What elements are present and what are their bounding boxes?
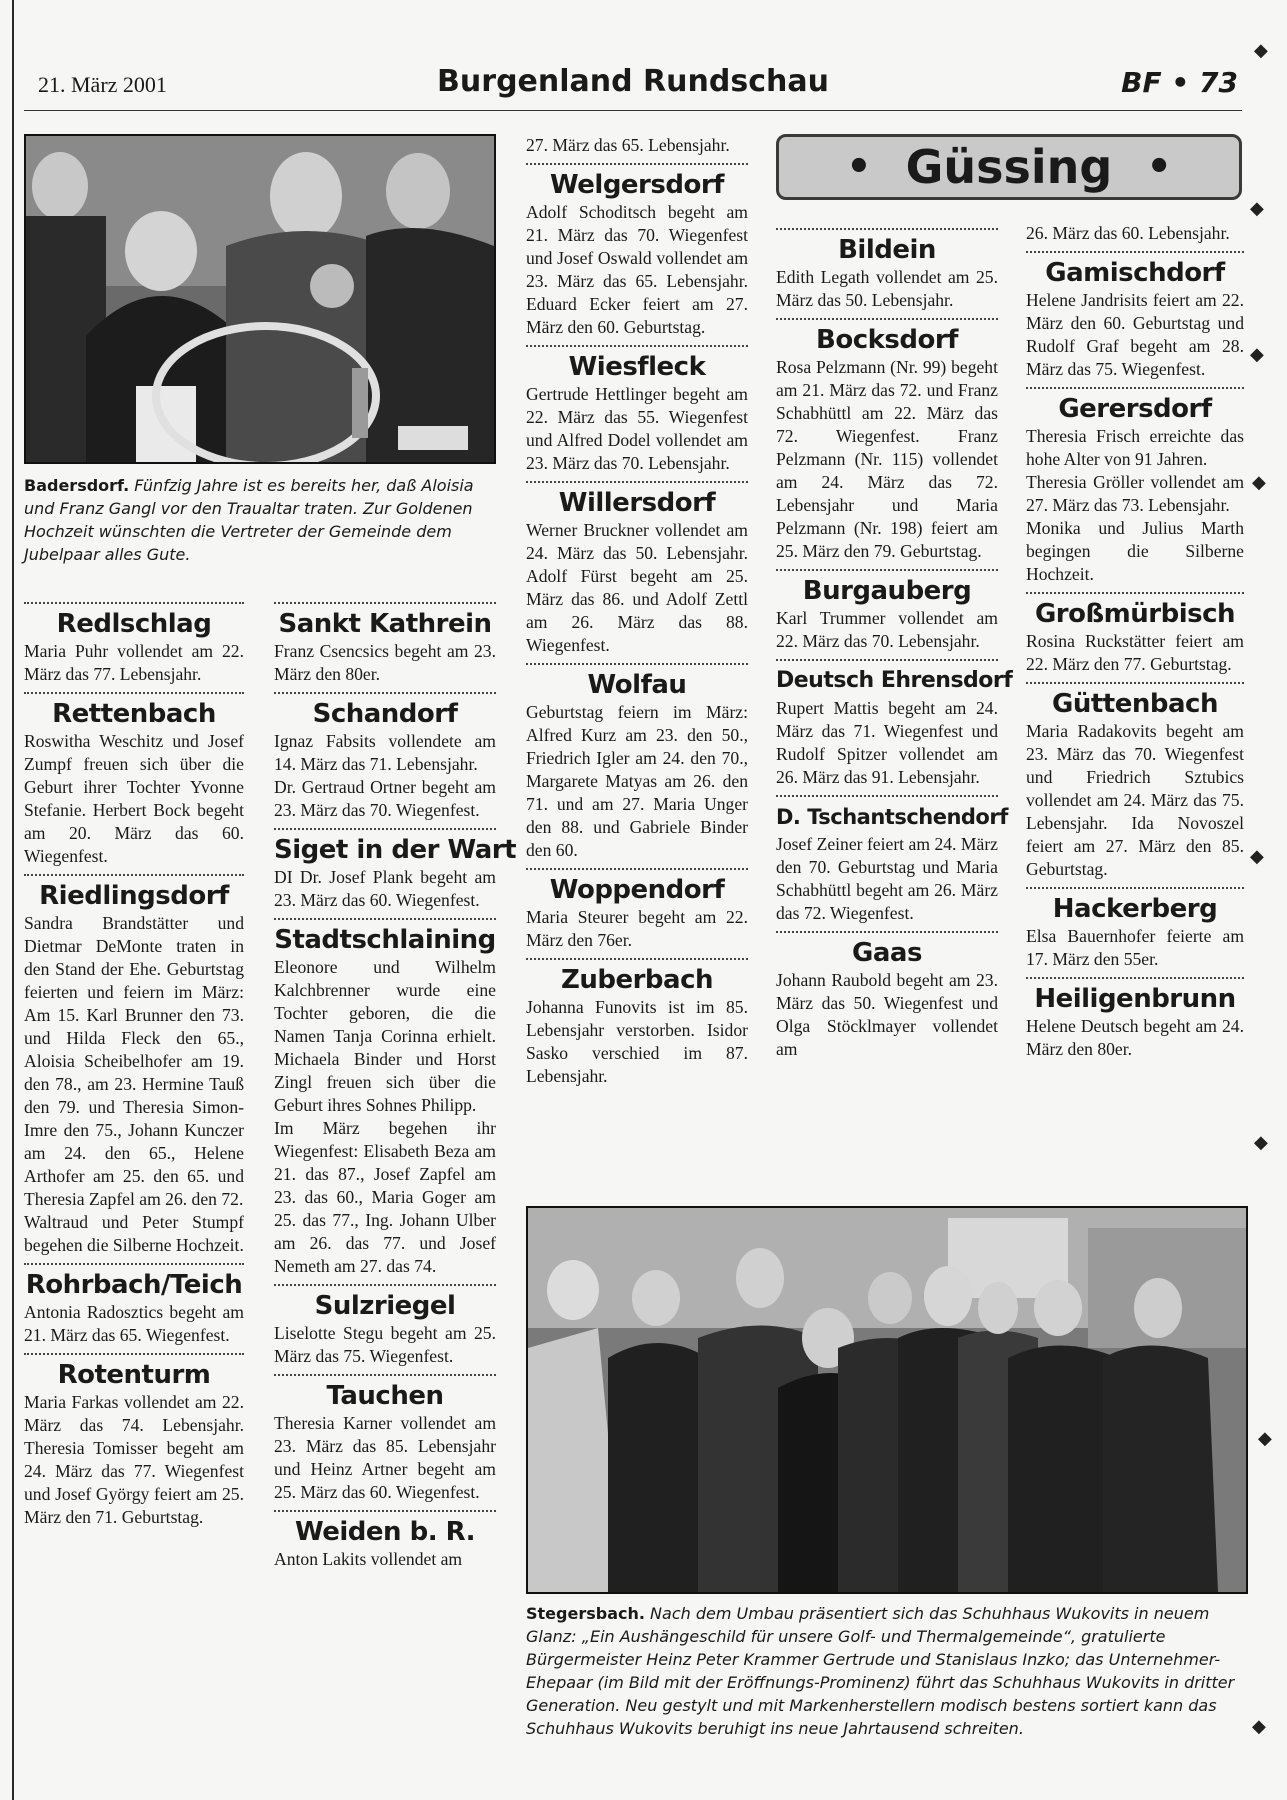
heading-rohrbach: Rohrbach/Teich — [25, 1270, 243, 1300]
text-rotenturm: Maria Farkas vollendet am 22. März das 74. Lebensjahr. Theresia Tomisser begeht am 24. März das 77. Wiegenfest und Josef György feiert am 25. März den 71. Geburtstag. — [24, 1392, 244, 1527]
heading-willersdorf: Willersdorf — [558, 488, 716, 518]
heading-bocksdorf: Bocksdorf — [816, 325, 958, 355]
scan-mark-3: ◆ — [1250, 344, 1264, 364]
separator — [526, 663, 748, 665]
separator — [526, 868, 748, 870]
text-sankt-kathrein: Franz Csencsics begeht am 23. März den 80er. — [274, 641, 496, 684]
text-bildein: Edith Legath vollendet am 25. März das 50. Lebensjahr. — [776, 267, 998, 310]
text-hackerberg: Elsa Bauernhofer feierte am 17. März den 55er. — [1026, 926, 1244, 969]
heading-tauchen: Tauchen — [326, 1381, 444, 1411]
separator — [1026, 977, 1244, 979]
separator — [274, 828, 496, 830]
scan-mark-2: ◆ — [1250, 198, 1264, 218]
text-riedlingsdorf-2: Waltraud und Peter Stumpf begehen die Silberne Hochzeit. — [24, 1212, 244, 1255]
separator — [776, 795, 998, 797]
heading-heiligenbrunn: Heiligenbrunn — [1034, 984, 1236, 1014]
separator — [1026, 682, 1244, 684]
separator — [24, 692, 244, 694]
page-number: BF • 73 — [1121, 66, 1238, 99]
separator — [526, 958, 748, 960]
separator — [1026, 387, 1244, 389]
guessing-banner — [776, 134, 1242, 200]
separator — [1026, 251, 1244, 253]
heading-welgersdorf: Welgersdorf — [550, 170, 724, 200]
heading-gerersdorf: Gerersdorf — [1058, 394, 1212, 424]
separator — [526, 345, 748, 347]
caption-text: Nach dem Umbau präsentiert sich das Schuhhaus Wukovits in neuem Glanz: „Ein Aushängeschild für unsere Golf- und Thermalgemeinde“, gratulierte Bürgermeister Heinz Peter Krammer Gertrude und Stanislaus Inzko; das Unternehmer-Ehepaar (im Bild mit der Eröffnungs-Prominenz) führt das Schuhhaus Wukovits in dritter Generation. Neu gestylt und mit Markenherstellern modisch bestens sortiert kann das Schuhhaus Wukovits beruhigt ins neue Jahrtausend schreiten. — [526, 1604, 1235, 1738]
photo-stegersbach-image — [528, 1208, 1246, 1592]
caption-text: Fünfzig Jahre ist es bereits her, daß Aloisia und Franz Gangl vor den Traualtar traten. Zur Goldenen Hochzeit wünschten die Vertreter der Gemeinde dem Jubelpaar alles Gute. — [24, 476, 474, 564]
banner-title: Güssing — [905, 140, 1113, 194]
separator — [274, 602, 496, 604]
separator — [274, 692, 496, 694]
banner-dot: • — [846, 144, 872, 190]
separator — [776, 569, 998, 571]
text-tschantschendorf: Josef Zeiner feiert am 24. März den 70. Geburtstag und Maria Schabhüttl begeht am 26. März das 72. Wiegenfest. — [776, 834, 998, 923]
scan-mark-4: ◆ — [1252, 472, 1266, 492]
heading-gaas: Gaas — [852, 938, 922, 968]
separator — [1026, 887, 1244, 889]
text-continued: 27. März das 65. Lebensjahr. — [526, 135, 730, 155]
caption-place: Badersdorf. — [24, 476, 130, 495]
text-burgauberg: Karl Trummer vollendet am 22. März das 70. Lebensjahr. — [776, 608, 998, 651]
text-guettenbach: Maria Radakovits begeht am 23. März das 70. Wiegenfest und Friedrich Sztubics vollendet am 24. März das 75. Lebensjahr. Ida Novoszel feiert am 27. März den 85. Geburtstag. — [1026, 721, 1244, 879]
page-header — [24, 64, 1242, 111]
text-continued: 26. März das 60. Lebensjahr. — [1026, 223, 1230, 243]
heading-schandorf: Schandorf — [312, 699, 458, 729]
photo-stegersbach — [526, 1206, 1248, 1594]
separator — [526, 163, 748, 165]
text-weiden: Anton Lakits vollendet am — [274, 1549, 463, 1569]
heading-weiden: Weiden b. R. — [294, 1517, 476, 1547]
text-stadtschlaining: Eleonore und Wilhelm Kalchbrenner wurde eine Tochter geboren, die die Namen Tanja Corinna erhielt. Michaela Binder und Horst Zingl freuen sich über die Geburt ihres Sohnes Philipp. — [274, 957, 496, 1115]
text-grossmuerbisch: Rosina Ruckstätter feiert am 22. März den 77. Geburtstag. — [1026, 631, 1244, 674]
scan-mark-8: ◆ — [1252, 1716, 1266, 1736]
heading-redlschlag: Redlschlag — [56, 609, 212, 639]
text-gerersdorf-3: Monika und Julius Marth begingen die Silberne Hochzeit. — [1026, 518, 1244, 584]
separator — [24, 874, 244, 876]
separator — [776, 659, 998, 661]
separator — [776, 228, 998, 230]
scan-mark-6: ◆ — [1254, 1132, 1268, 1152]
separator — [24, 1263, 244, 1265]
text-deutsch-ehrensdorf: Rupert Mattis begeht am 24. März das 71. Wiegenfest und Rudolf Spitzer vollendet am 26. März das 91. Lebensjahr. — [776, 698, 998, 787]
heading-tschantschendorf: D. Tschantschendorf — [776, 805, 1008, 829]
separator — [776, 318, 998, 320]
text-bocksdorf: Rosa Pelzmann (Nr. 99) begeht am 21. März das 72. und Franz Schabhüttl am 22. März das 72. Wiegenfest. Franz Pelzmann (Nr. 115) vollendet am 24. März das 72. Lebensjahr und Maria Pelzmann (Nr. 198) feiert am 25. März den 79. Geburtstag. — [776, 357, 998, 561]
separator — [776, 931, 998, 933]
newspaper-title: Burgenland Rundschau — [437, 64, 829, 99]
banner-dot: • — [1146, 144, 1172, 190]
text-stadtschlaining-2: Im März begehen ihr Wiegenfest: Elisabeth Beza am 21. das 87., Josef Zapfel am 23. das 60., Maria Goger am 25. das 77., Ing. Johann Ulber am 26. das 77. und Josef Nemeth am 27. das 74. — [274, 1118, 496, 1276]
header-date: 21. März 2001 — [38, 72, 167, 97]
column-4 — [776, 222, 1013, 1061]
separator — [1026, 592, 1244, 594]
separator — [274, 1284, 496, 1286]
heading-sulzriegel: Sulzriegel — [314, 1291, 456, 1321]
text-woppendorf: Maria Steurer begeht am 22. März den 76er. — [526, 907, 748, 950]
heading-rotenturm: Rotenturm — [57, 1360, 211, 1390]
text-gerersdorf: Theresia Frisch erreichte das hohe Alter von 91 Jahren. — [1026, 426, 1244, 469]
column-2 — [274, 596, 517, 1571]
column-5 — [1026, 222, 1244, 1061]
text-gamischdorf: Helene Jandrisits feiert am 22. März den 60. Geburtstag und Rudolf Graf begeht am 28. März das 75. Wiegenfest. — [1026, 290, 1244, 379]
column-1 — [24, 596, 244, 1529]
heading-riedlingsdorf: Riedlingsdorf — [39, 881, 229, 911]
left-margin-rule — [12, 0, 14, 1800]
text-sulzriegel: Liselotte Stegu begeht am 25. März das 75. Wiegenfest. — [274, 1323, 496, 1366]
heading-woppendorf: Woppendorf — [549, 875, 725, 905]
text-zuberbach: Johanna Funovits ist im 85. Lebensjahr verstorben. Isidor Sasko verschied im 87. Lebensjahr. — [526, 997, 748, 1086]
text-siget: DI Dr. Josef Plank begeht am 23. März das 60. Wiegenfest. — [274, 867, 496, 910]
heading-sankt-kathrein: Sankt Kathrein — [278, 609, 492, 639]
scan-mark-1: ◆ — [1254, 40, 1268, 60]
heading-grossmuerbisch: Großmürbisch — [1034, 599, 1236, 629]
text-riedlingsdorf: Sandra Brandstätter und Dietmar DeMonte traten in den Stand der Ehe. Geburtstag feierten und feiern im März: Am 15. Karl Brunner den 73. und Hilda Fleck den 65., Aloisia Scheibelhofer am 19. den 78., am 23. Hermine Tauß den 79. und Theresia Simon-Imre den 75., Johann Kunczer am 24. den 65., Helene Arthofer am 25. den 65. und Theresia Zapfel am 26. den 72. — [24, 913, 244, 1209]
heading-bildein: Bildein — [838, 235, 936, 265]
heading-stadtschlaining: Stadtschlaining — [274, 925, 496, 955]
text-wolfau: Geburtstag feiern im März: Alfred Kurz am 23. den 50., Friedrich Igler am 24. den 70., Margarete Matyas am 26. den 71. und am 27. Maria Unger den 88. und Gabriele Binder den 60. — [526, 702, 748, 860]
heading-zuberbach: Zuberbach — [560, 965, 713, 995]
text-schandorf: Ignaz Fabsits vollendete am 14. März das 71. Lebensjahr. — [274, 731, 496, 774]
separator — [274, 1374, 496, 1376]
caption-stegersbach — [526, 1602, 1244, 1740]
separator — [526, 481, 748, 483]
separator — [274, 918, 496, 920]
text-wiesfleck: Gertrude Hettlinger begeht am 22. März das 55. Wiegenfest und Alfred Dodel vollendet am 23. März das 70. Lebensjahr. — [526, 384, 748, 473]
separator — [24, 1353, 244, 1355]
scan-mark-7: ◆ — [1258, 1428, 1272, 1448]
photo-badersdorf — [24, 134, 496, 464]
heading-wiesfleck: Wiesfleck — [568, 352, 706, 382]
text-schandorf-2: Dr. Gertraud Ortner begeht am 23. März das 70. Wiegenfest. — [274, 777, 496, 820]
photo-badersdorf-image — [26, 136, 494, 462]
heading-guettenbach: Güttenbach — [1052, 689, 1218, 719]
text-tauchen: Theresia Karner vollendet am 23. März das 85. Lebensjahr und Heinz Artner begeht am 25. März das 60. Wiegenfest. — [274, 1413, 496, 1502]
text-rohrbach: Antonia Radosztics begeht am 21. März das 65. Wiegenfest. — [24, 1302, 244, 1345]
heading-rettenbach: Rettenbach — [52, 699, 216, 729]
text-welgersdorf: Adolf Schoditsch begeht am 21. März das 70. Wiegenfest und Josef Oswald vollendet am 23. März das 65. Lebensjahr. Eduard Ecker feiert am 27. März den 60. Geburtstag. — [526, 202, 748, 337]
heading-gamischdorf: Gamischdorf — [1045, 258, 1225, 288]
separator — [274, 1510, 496, 1512]
scan-mark-5: ◆ — [1250, 846, 1264, 866]
heading-hackerberg: Hackerberg — [1052, 894, 1218, 924]
heading-wolfau: Wolfau — [587, 670, 687, 700]
text-gerersdorf-2: Theresia Gröller vollendet am 27. März das 73. Lebensjahr. — [1026, 472, 1244, 515]
text-redlschlag: Maria Puhr vollendet am 22. März das 77. Lebensjahr. — [24, 641, 244, 684]
heading-burgauberg: Burgauberg — [802, 576, 972, 606]
separator — [24, 602, 244, 604]
text-rettenbach: Roswitha Weschitz und Josef Zumpf freuen sich über die Geburt ihrer Tochter Yvonne Stefanie. Herbert Bock begeht am 20. März das 60. Wiegenfest. — [24, 731, 244, 866]
column-3 — [526, 134, 748, 1088]
text-gaas: Johann Raubold begeht am 23. März das 50. Wiegenfest und Olga Stöcklmayer vollendet am — [776, 970, 998, 1059]
text-willersdorf: Werner Bruckner vollendet am 24. März das 50. Lebensjahr. Adolf Fürst begeht am 25. März das 86. und Adolf Zettl am 26. März das 88. Wiegenfest. — [526, 520, 748, 655]
caption-place: Stegersbach. — [526, 1604, 645, 1623]
caption-badersdorf — [24, 474, 492, 566]
heading-deutsch-ehrensdorf: Deutsch Ehrensdorf — [776, 668, 1013, 693]
text-heiligenbrunn: Helene Deutsch begeht am 24. März den 80er. — [1026, 1016, 1244, 1059]
heading-siget: Siget in der Wart — [274, 835, 517, 865]
